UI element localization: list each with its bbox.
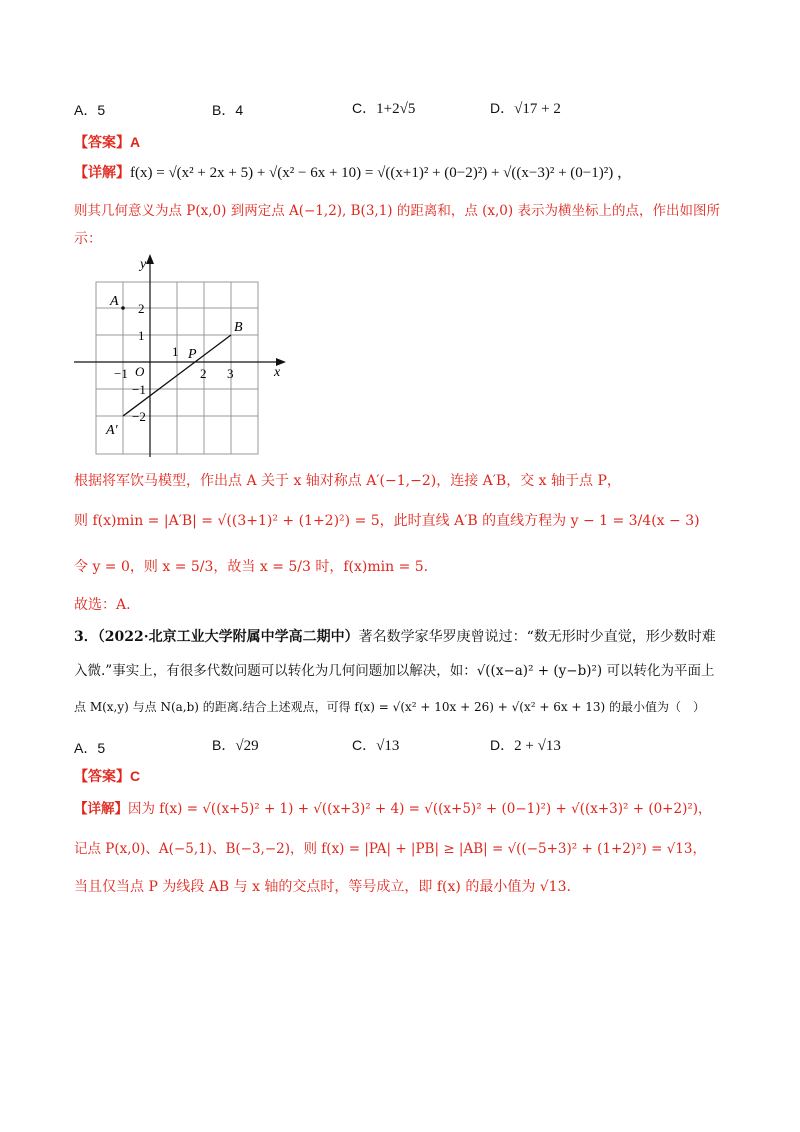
x-tick-2: 2 bbox=[200, 366, 207, 381]
option-d-label: D． bbox=[490, 100, 515, 116]
detail-3-label: 【详解】 bbox=[74, 801, 128, 817]
q3-line-3: 点 M(x,y) 与点 N(a,b) 的距离.结合上述观点，可得 f(x) = √(x² + 10x + 26) + √(x² + 6x + 13) 的最小值为（ ） bbox=[74, 700, 706, 714]
q3-number: 3． bbox=[74, 629, 98, 645]
option-c bbox=[352, 98, 415, 118]
y-tick-2: 2 bbox=[138, 301, 145, 316]
option-c-label: C． bbox=[352, 100, 377, 116]
q3-option-c bbox=[352, 735, 399, 755]
q3-option-b-label: B． bbox=[212, 737, 236, 753]
q3-line-2: 入微.”事实上，有很多代数问题可以转化为几何问题加以解决，如：√((x−a)² + (y−b)²) 可以转化为平面上 bbox=[74, 663, 715, 679]
y-tick-neg1: −1 bbox=[132, 382, 146, 397]
option-d bbox=[490, 98, 561, 118]
q3-option-d bbox=[490, 735, 561, 755]
detail-1-line-4: 根据将军饮马模型，作出点 A 关于 x 轴对称点 A′(−1,−2)，连接 A′B，交 x 轴于点 P， bbox=[74, 473, 621, 489]
answer-1-value: A bbox=[130, 134, 141, 150]
point-p-label: P bbox=[188, 347, 197, 362]
q3-option-c-value: √13 bbox=[376, 738, 400, 754]
y-tick-neg2: −2 bbox=[132, 409, 146, 424]
answer-1-label: 【答案】 bbox=[74, 135, 130, 151]
q3-line-1 bbox=[74, 626, 716, 648]
x-tick-3: 3 bbox=[227, 366, 234, 381]
x-tick-1: 1 bbox=[172, 344, 179, 359]
q3-option-b-value: √29 bbox=[235, 738, 259, 754]
detail-3-line-3: 当且仅当点 P 为线段 AB 与 x 轴的交点时，等号成立，即 f(x) 的最小值为 √13. bbox=[74, 879, 571, 895]
answer-3 bbox=[74, 766, 140, 786]
detail-1-line-3: 示： bbox=[74, 231, 102, 247]
detail-1-line-1 bbox=[74, 162, 632, 184]
origin-label: O bbox=[135, 364, 145, 379]
answer-3-value: C bbox=[130, 768, 141, 784]
q3-option-d-value: 2 + √13 bbox=[514, 738, 561, 754]
detail-1-line-5: 则 f(x)min = |A′B| = √((3+1)² + (1+2)²) = 5，此时直线 A′B 的直线方程为 y − 1 = 3/4(x − 3) bbox=[74, 513, 700, 529]
option-c-value: 1+2√5 bbox=[376, 101, 416, 117]
y-tick-1: 1 bbox=[138, 328, 145, 343]
answer-1 bbox=[74, 132, 140, 152]
detail-1-label: 【详解】 bbox=[74, 165, 130, 181]
option-d-value: √17 + 2 bbox=[514, 101, 561, 117]
q3-option-d-label: D． bbox=[490, 737, 515, 753]
detail-1-line-2: 则其几何意义为点 P(x,0) 到两定点 A(−1,2), B(3,1) 的距离和，点 (x,0) 表示为横坐标上的点，作出如图所 bbox=[74, 203, 720, 219]
option-b: B．4 bbox=[212, 102, 244, 118]
option-a: A．5 bbox=[74, 102, 106, 118]
detail-3-line-1 bbox=[74, 798, 712, 820]
q3-source: （2022·北京工业大学附属中学高二期中） bbox=[97, 629, 359, 645]
detail-1-formula: f(x) = √(x² + 2x + 5) + √(x² − 6x + 10) = √((x+1)² + (0−2)²) + √((x−3)² + (0−1)²) ， bbox=[130, 165, 633, 181]
x-tick-neg1: −1 bbox=[114, 366, 128, 381]
q3-option-c-label: C． bbox=[352, 737, 377, 753]
detail-1-conclusion: 故选：A. bbox=[74, 597, 131, 613]
x-axis-label: x bbox=[274, 365, 281, 380]
answer-3-label: 【答案】 bbox=[74, 769, 130, 785]
q3-option-b bbox=[212, 735, 259, 755]
point-a-label: A bbox=[110, 294, 119, 309]
y-axis-label: y bbox=[140, 257, 147, 272]
coordinate-graph bbox=[72, 252, 292, 462]
q3-option-a: A．5 bbox=[74, 740, 106, 756]
detail-3-line-2: 记点 P(x,0)、A(−5,1)、B(−3,−2)，则 f(x) = |PA| + |PB| ≥ |AB| = √((−5+3)² + (1+2)²) = √13， bbox=[74, 841, 706, 857]
q3-text-1: 著名数学家华罗庚曾说过：“数无形时少直觉，形少数时难 bbox=[358, 629, 716, 645]
detail-1-line-6: 令 y = 0，则 x = 5/3，故当 x = 5/3 时，f(x)min = 5. bbox=[74, 559, 429, 575]
detail-3-text-1: 因为 f(x) = √((x+5)² + 1) + √((x+3)² + 4) = √((x+5)² + (0−1)²) + √((x+3)² + (0+2)²)， bbox=[128, 801, 712, 817]
point-b-label: B bbox=[234, 320, 243, 335]
point-a-prime-label: A′ bbox=[106, 423, 118, 438]
